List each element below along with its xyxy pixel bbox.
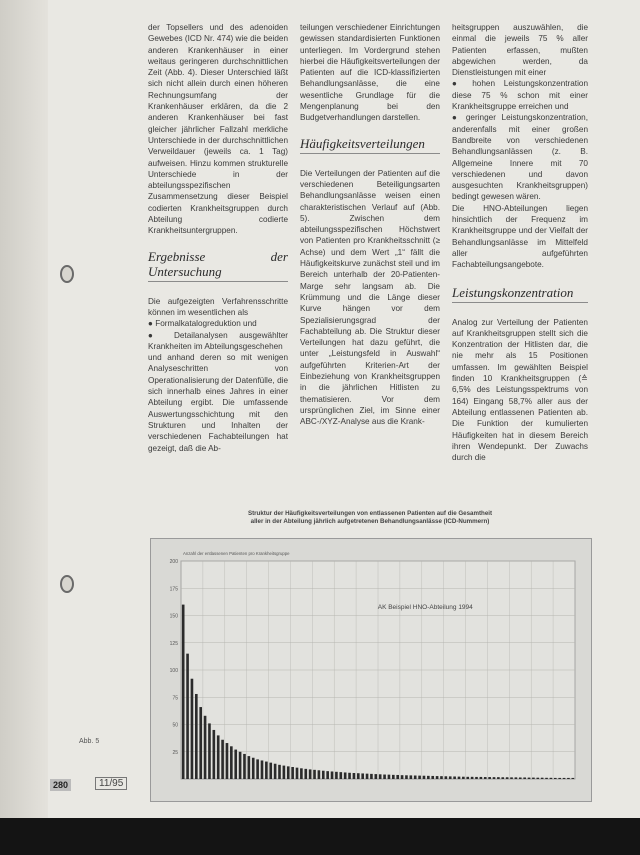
bar	[318, 770, 321, 779]
bar	[545, 778, 548, 779]
bar	[353, 773, 356, 779]
bar	[554, 778, 557, 779]
bar	[493, 777, 496, 779]
bar	[182, 605, 185, 779]
bar	[374, 774, 377, 779]
column-3-bullet-1: ● hohen Leistungskonzentration diese 75 % schon mit einer Krankheitsgruppe erreichen und	[452, 79, 588, 112]
bar	[466, 777, 469, 779]
bar	[383, 775, 386, 779]
bar	[427, 776, 430, 779]
y-tick-label: 150	[169, 613, 178, 620]
bar	[357, 773, 360, 779]
bar	[558, 778, 561, 779]
bar	[300, 768, 303, 779]
bar	[405, 775, 408, 779]
figure-label: Abb. 5	[79, 738, 100, 745]
bar	[471, 777, 474, 779]
column-2-text: Die Verteilungen der Patienten auf die verschiedenen Beteiligungsarten Behandlungsanlässe weisen einen charakteristischen Verlauf auf (Abb. 5). Zwischen dem abteilungsspezifischen Höchstwert von Patienten pro Krankheitsschnitt (≥ Achse) und dem Wert „1“ fällt die Häufigkeitskurve zunächst steil und im Bereich unterhalb der 20-Patienten-Marge sehr langsam ab. Die Krümmung und die Länge dieser Kurve hängen vor dem Spezialisierungsgrad der Fachabteilung ab. Die Struktur dieser Verteilungen hat dazu geführt, die unter „Leistungsfeld in Auswahl“ aufgeführten Kriterien-Art der Einbeziehung von Krankheitsgruppen in die jährlichen Hitlisten zu thematisieren. Vor dem ursprünglichen Ziel, im Sinne einer ABC-/XYZ-Analyse aus die Krank-	[300, 168, 440, 427]
bar	[366, 774, 369, 779]
bar	[506, 777, 509, 779]
bar	[550, 778, 553, 779]
punch-hole-top	[60, 265, 74, 283]
bar	[563, 778, 566, 779]
page-number: 280	[50, 779, 71, 791]
column-1-top-text: der Topsellers und des adenoiden Gewebes (ICD Nr. 474) wie die beiden anderen Krankenhäuser in einer weitaus geringeren durchschnittlichen Zeit (Abb. 4). Dieser Unterschied läßt sich nicht allein durch einen höheren Rechnungsumfang der Krankenhäuser erklären, da die 2 anderen Krankenhäuser bei fast gleicher jährlicher Fallzahl merkliche Unterschiede in der durchschnittlichen Verweildauer (jeweils ca. 1 Tag) aufweisen. Hinzu kommen strukturelle Unterschiede in der abteilungsspezifischen Zusammensetzung dieser Beispiel codierten Krankheitsgruppen durch Abteilung codierte Krankheitsuntergruppen.	[148, 23, 288, 236]
bar	[344, 772, 347, 779]
scan-edge	[0, 0, 48, 855]
heading-haeufigkeitsverteilungen: Häufigkeitsverteilungen	[300, 136, 440, 154]
y-tick-label: 175	[169, 586, 178, 593]
y-tick-label: 75	[172, 695, 178, 702]
bar	[208, 723, 211, 779]
chart-title: AK Beispiel HNO-Abteilung 1994	[377, 603, 473, 611]
bar	[269, 763, 272, 779]
bar	[475, 777, 478, 779]
bar	[401, 775, 404, 779]
bar	[309, 769, 312, 779]
bar	[431, 776, 434, 779]
bar	[536, 778, 539, 779]
bar	[234, 750, 237, 779]
y-tick-label: 200	[169, 559, 178, 565]
bar	[462, 777, 465, 779]
bar-chart	[151, 539, 591, 801]
bar	[291, 767, 294, 779]
bar	[252, 758, 255, 779]
bar	[370, 774, 373, 779]
bar	[519, 777, 522, 779]
bar	[379, 774, 382, 779]
bar	[199, 707, 202, 779]
column-1-bullet-2: ● Detailanalysen ausgewählter Krankheiten im Abteilungsgeschehen	[148, 330, 288, 351]
bar	[449, 776, 452, 779]
bar	[239, 752, 242, 779]
bar	[414, 776, 417, 779]
bar	[571, 778, 574, 779]
bar	[221, 740, 224, 779]
bar	[453, 776, 456, 779]
bar	[296, 768, 299, 779]
bar	[283, 766, 286, 779]
bar	[265, 762, 268, 779]
bar	[204, 716, 207, 779]
figure-caption	[150, 510, 590, 526]
chart-container	[150, 538, 592, 802]
bar	[226, 743, 229, 779]
y-tick-label: 25	[172, 749, 178, 756]
column-2	[300, 22, 440, 428]
bar	[331, 771, 334, 779]
bar	[361, 773, 364, 779]
bar	[488, 777, 491, 779]
column-3	[452, 22, 588, 463]
bar	[480, 777, 483, 779]
column-3-bullet-2: ● geringer Leistungskonzentration, anderenfalls mit einer großen Bandbreite von verschiedenen Behandlungsanlässen (z. B. Allgemeine Innere mit 70 verschiedenen und davon ausgesuchten Krankheitsgruppen) bedingt gewesen wären.	[452, 113, 588, 202]
bar	[510, 777, 513, 779]
column-3-top-text: heitsgruppen auszuwählen, die einmal die jeweils 75 % aller Patienten erfassen, mußten abgewichen werden, da Dienstleistungen mit einer	[452, 23, 588, 78]
bar	[213, 730, 216, 779]
bar	[261, 760, 264, 779]
bar	[423, 776, 426, 779]
bar	[248, 756, 251, 779]
bar	[322, 771, 325, 779]
bar	[186, 654, 189, 779]
bar	[191, 679, 194, 779]
bar	[339, 772, 342, 779]
bar	[348, 773, 351, 779]
bar	[388, 775, 391, 779]
figure-caption-line-1: Struktur der Häufigkeitsverteilungen von entlassenen Patienten auf die Gesamtheit	[247, 510, 493, 517]
bar	[497, 777, 500, 779]
bar	[532, 778, 535, 779]
bar	[243, 754, 246, 779]
punch-hole-bottom	[60, 575, 74, 593]
y-tick-label: 125	[169, 640, 178, 647]
bar	[396, 775, 399, 779]
bar	[458, 777, 461, 779]
column-1-bullet-1: ● Formalkatalogreduktion und	[148, 319, 257, 329]
bar	[256, 759, 259, 779]
bar	[440, 776, 443, 779]
bar	[445, 776, 448, 779]
scan-bottom-border	[0, 818, 640, 855]
heading-leistungskonzentration: Leistungskonzentration	[452, 285, 588, 303]
bar	[528, 778, 531, 779]
bar	[274, 764, 277, 779]
bar	[418, 776, 421, 779]
bar	[410, 775, 413, 779]
bar	[335, 772, 338, 779]
column-2-top-text: teilungen verschiedener Einrichtungen gewissen standardisierten Funktionen unterliegen. Im Vordergrund stehen hierbei die Häufigkeitsverteilungen der Patienten auf die ICD-klassifizierten Behandlungsanlässe, die eine wesentliche Grundlage für die Mengenplanung bei den Budgetverhandlungen darstellen.	[300, 23, 440, 123]
bar	[501, 777, 504, 779]
column-3-rest: Die HNO-Abteilungen liegen hinsichtlich der Frequenz im Krankheitsgruppe und der Vielfalt der Behandlungsanlässe im Mittelfeld aller aufgeführten Fachabteilungsangebote.	[452, 203, 588, 270]
y-tick-label: 50	[172, 722, 178, 729]
column-1-rest: und anhand deren so mit wenigen Analyseschritten von Operationalisierung der Datenfülle, die sich innerhalb eines Jahres in einer Abteilung ergibt. Die umfassende Auswertungsschichtung mit den Strukturen und Inhalten der verschiedenen Fachabteilungen hat gezeigt, daß die Ab-	[148, 353, 288, 453]
bar	[484, 777, 487, 779]
figure-caption-line-2: aller in der Abteilung jährlich aufgetretenen Behandlungsanlässe (ICD-Nummern)	[250, 518, 490, 525]
bar	[278, 765, 281, 779]
bar	[304, 769, 307, 779]
bar	[195, 694, 198, 779]
issue-number: 11/95	[95, 777, 127, 790]
bar	[392, 775, 395, 779]
column-1-intro: Die aufgezeigten Verfahrensschritte können im wesentlichen als	[148, 296, 288, 317]
column-1	[148, 22, 288, 454]
column-3-text: Analog zur Verteilung der Patienten auf Krankheitsgruppen stellt sich die Konzentration der Hitlisten dar, die nie mehr als 15 Positionen umfassen. Im gewählten Beispiel finden 10 Krankheitsgruppen (≙ 6,5% des Leistungsspektrums von 164) Eingang 58,7% aller aus der Abteilung entlassenen Patienten ab. Die Funktion der kumulierten Häufigkeiten hat in diesem Bereich ihren Wendepunkt. Der Zuwachs durch die	[452, 317, 588, 463]
bar	[523, 777, 526, 779]
bar	[567, 778, 570, 779]
bar	[313, 770, 316, 779]
bar	[515, 777, 518, 779]
bar	[541, 778, 544, 779]
bar	[217, 735, 220, 779]
bar	[326, 771, 329, 779]
bar	[287, 766, 290, 779]
bar	[436, 776, 439, 779]
heading-ergebnisse: Ergebnisse der Untersuchung	[148, 249, 288, 282]
y-axis-label: Anzahl der entlassenen Patienten pro Krankheitsgruppe	[183, 551, 290, 556]
y-tick-label: 100	[169, 668, 178, 674]
bar	[230, 746, 233, 779]
